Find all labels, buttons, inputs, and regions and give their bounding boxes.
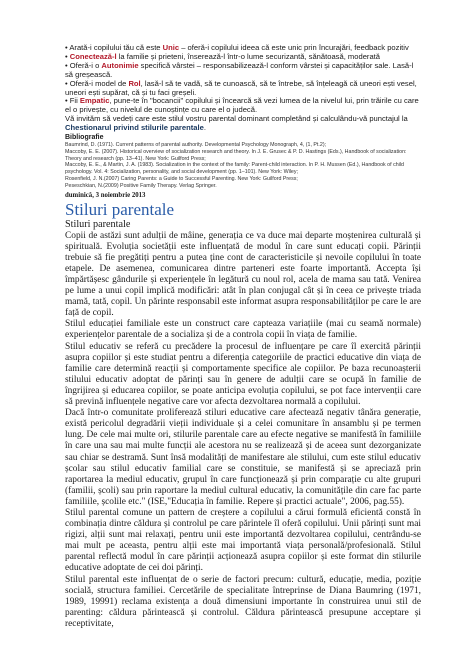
body-paragraph: Stilul educativ se referă cu precădere la procesul de influențare pe care îl exercită părinții asupra copiilor și este studiat pentru a diferenția categoriile de practici educative din viața de familie care determină reacții și comportamente specifice ale copiilor. Pe baza recunoașterii stilului educativ adoptat de părinți sau în genere de adulții care se ocupă în familie de îngrijirea și educarea copiilor, se poate anticipa evoluția copilului, se pot face intervenții care să prevină influențele negative care vor afecta dezvoltarea normală a copilului. <box>65 341 421 408</box>
bibliography-heading: Bibliografie <box>65 134 104 142</box>
tip-text: la familie și prieteni, înserează-l într-o lume securizantă, sănătoasă, moderată <box>116 51 380 61</box>
body-paragraph: Dacă într-o comunitate proliferează stiluri educative care afectează negativ tânăra generație, există pericolul degradării vieții individuale și a celei comunitare în ansamblu și pe termen lung. De cele mai multe ori, stilurile parentale care au efecte negative se manifestă în familiile în care una sau mai multe funcții ale acestora nu se realizează și de aceea sunt dezorganizate sau chiar se destramă. Sunt însă modalități de manifestare ale stilului, cum este stilul educativ școlar sau stilul educativ familial care se constituie, se manifestă și se apreciază prin raportarea la mediul educativ, grupul în care funcționează și prin comparație cu alte grupuri (familii, școli) sau prin raportare la mediul cultural educativ, la comunitățile din care fac parte familiile, școlile etc." (ISE,"Educația în familie. Repere și practici actuale", 2006, pag.55). <box>65 408 421 507</box>
invite-text: Vă invităm să vedeți care este stilul vostru parental dominant completând și calculându-vă punctajul la <box>65 114 408 124</box>
tip-text: , lasă-l să te vadă, să te cunoască, să te întrebe, să înțeleagă că uneori ești vesel, uneori ești supărat, că și tu faci greșeli. <box>65 78 417 97</box>
document-page <box>65 44 421 630</box>
tip-autonomie <box>65 62 421 80</box>
tip-keyword: Autonimie <box>101 60 139 70</box>
post-subtitle: Stiluri parentale <box>65 218 131 230</box>
tip-rol <box>65 80 421 98</box>
bibliography-list <box>65 142 421 190</box>
invite-text: . <box>203 123 206 133</box>
tip-text: • Oferă-i model de <box>65 78 129 88</box>
bibliography-entry: Peseschkian, N.(2009) Positive Family Therapy. Verlag Springer. <box>65 182 217 189</box>
tip-text: specifică vârstei – responsabilizează-l conform vârstei și capacităților sale. Lasă-l să greșească. <box>65 60 414 79</box>
tips-list <box>65 44 421 133</box>
body-paragraph: Copii de astăzi sunt adulții de mâine, generația ce va duce mai departe moștenirea culturală și spirituală. Evoluția societății este influențată de modul în care sunt educați copii. Părinții trebuie să fie pregătiți pentru a putea ține cont de caracteristicile și nevoile copilului în toate etapele. De asemenea, comunicarea dintre parteneri este foarte importantă. Accepta își împărtășesc gândurile și experiențele în legătură cu noul rol, acela de mama sau tată. Venirea pe lume a unui copil implică modificări: atât în plan conjugal cât și în ceea ce privește triada mamă, tată, copil. Un părinte responsabil este informat asupra responsabilităților pe care le are față de copil. <box>65 230 421 319</box>
body-paragraph: Stilul parental comune un pattern de creștere a copilului a cărui formulă eficientă constă în combinația dintre căldura și controlul pe care părintele îl oferă copilului. Unii părinți sunt mai rigizi, alții sunt mai relaxați, pentru unii este importantă dezvoltarea copilului, centrându-se mai mult pe aceasta, pentru alții este mai importantă viața personală/profesională. Stilul parental reflectă modul în care părinții acționează asupra copiilor și este format din stilurile educative adoptate de cei doi părinți. <box>65 507 421 574</box>
tip-keyword: Unic <box>162 43 180 52</box>
questionnaire-invite <box>65 115 421 133</box>
bibliography-entry: Rosenfield, J. N.(2007) Caring Parents: a Guide to Successful Parenting. New York: Guilford Press; <box>65 176 298 183</box>
body-paragraph: Stilul educației familiale este un construct care capteaza variațiile (mai cu seamă normale) experiențelor parentale de a socializa și de a controla copii în viața de familie. <box>65 319 421 341</box>
bibliography-entry: Maccoby, E. E., & Martin, J. A. (1983). Socialization in the context of the family: Parent-child interaction. In P. H. Mussen (Ed.), Handbook of child psychology. Vol. 4: Socialization, personality, and social development (pp. 1–101). New York: Wiley; <box>65 162 404 176</box>
tip-keyword: Rol <box>128 78 141 88</box>
tip-text: • <box>65 51 70 61</box>
tip-keyword: Empatic <box>79 96 110 106</box>
questionnaire-link[interactable]: Chestionarul privind stilurile parentale <box>65 123 204 133</box>
bibliography-entry: Baumrind, D. (1971). Current patterns of parental authority. Developmental Psychology Monograph, 4, (1, Pt.2); <box>65 142 327 149</box>
body-paragraph: Stilul parental este influențat de o serie de factori precum: cultură, educație, media, poziție socială, structura familiei. Cercetările de specialitate întreprinse de Diana Baumring (1971, 1989, 19991) reclama existența a două dimensiuni importante în construirea unui stil de parenting: căldura părintească și controlul. Căldura părintească presupune acceptare și receptivitate, <box>65 574 421 629</box>
tip-text: , pune-te în "bocancii" copilului și încearcă să vezi lumea de la nivelul lui, prin trăirile cu care el o privește, cu nivelul de cunoștințe cu care el o judecă. <box>65 96 419 115</box>
tip-keyword: Conectează-l <box>69 51 117 61</box>
bibliography-entry: Maccoby, E. E. (2007). Historical overview of socialization research and theory. In J. E. Grusec & P. D. Hastings (Eds.), Handbook of socialization: Theory and research (pp. 13–41). New York: Guilford Press; <box>65 148 407 162</box>
tip-empatic <box>65 97 421 115</box>
tip-text: • Arată-i copilului tău că este <box>65 43 163 52</box>
post-body <box>65 231 421 630</box>
tip-text: • Oferă-i o <box>65 60 102 70</box>
post-title[interactable]: Stiluri parentale <box>65 199 175 219</box>
tip-text: – oferă-i copilului ideea că este unic prin încurajări, feedback pozitiv <box>179 43 409 52</box>
tip-text: • Fii <box>65 96 80 106</box>
post-date: duminică, 3 noiembrie 2013 <box>65 191 146 199</box>
